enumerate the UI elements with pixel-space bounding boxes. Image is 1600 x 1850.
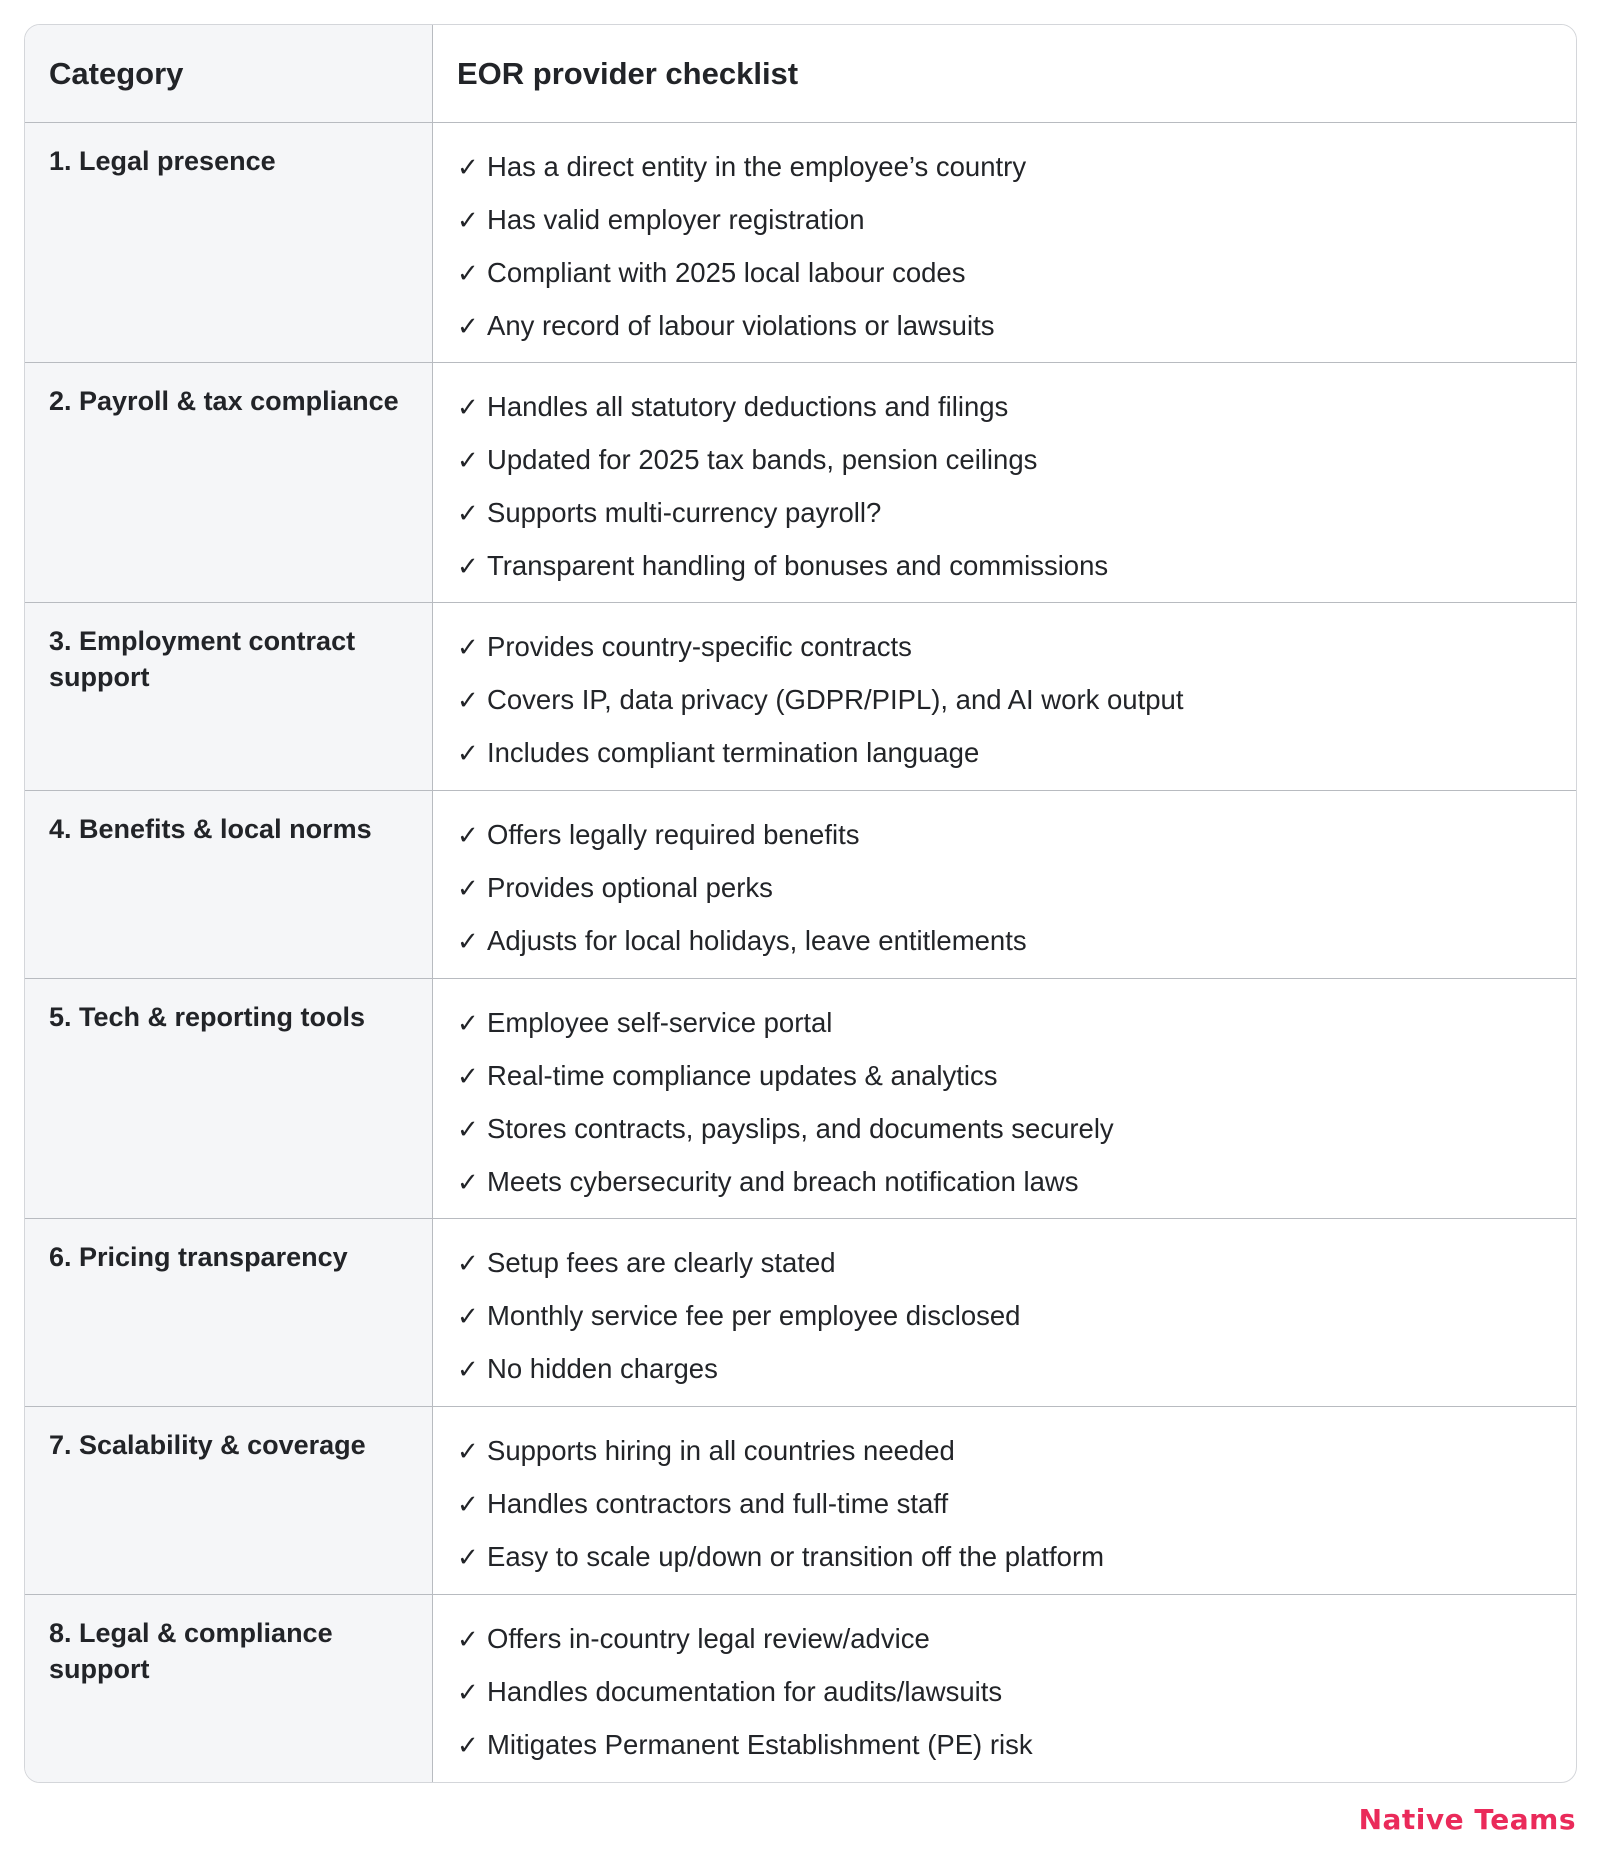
header-category: Category (25, 25, 433, 122)
table-row (25, 1594, 1576, 1782)
checklist-item-label: Provides country-specific contracts (487, 631, 912, 662)
checklist-item-label: Includes compliant termination language (487, 737, 980, 768)
checkmark-icon: ✓ (457, 1168, 479, 1198)
checklist-item (457, 434, 1552, 487)
category-cell: 8. Legal & compliance support (25, 1595, 433, 1782)
checklist-item-label: Stores contracts, payslips, and documents securely (487, 1113, 1114, 1144)
table-row (25, 978, 1576, 1218)
checklist-item (457, 141, 1552, 194)
checklist-item-label: Compliant with 2025 local labour codes (487, 257, 966, 288)
checklist-item (457, 1050, 1552, 1103)
checklist-item (457, 1237, 1552, 1290)
checklist-item-label: Supports hiring in all countries needed (487, 1435, 955, 1466)
native-teams-logo: Native Teams (1358, 1803, 1576, 1836)
checklist-item-label: Monthly service fee per employee disclosed (487, 1300, 1021, 1331)
category-cell: 7. Scalability & coverage (25, 1407, 433, 1594)
table-row (25, 122, 1576, 362)
checklist-item-label: Updated for 2025 tax bands, pension ceilings (487, 444, 1038, 475)
checklist-item (457, 300, 1552, 353)
checklist-item (457, 809, 1552, 862)
checklist-item (457, 1531, 1552, 1584)
checkmark-icon: ✓ (457, 393, 479, 423)
checklist-item-label: Setup fees are clearly stated (487, 1247, 836, 1278)
checklist-item-label: Meets cybersecurity and breach notification laws (487, 1166, 1079, 1197)
checkmark-icon: ✓ (457, 206, 479, 236)
checklist-item (457, 1290, 1552, 1343)
category-cell: 2. Payroll & tax compliance (25, 363, 433, 602)
checklist-cell (433, 1407, 1576, 1594)
checklist-item-label: Adjusts for local holidays, leave entitlements (487, 925, 1027, 956)
checkmark-icon: ✓ (457, 927, 479, 957)
checklist-item (457, 1613, 1552, 1666)
table-row (25, 790, 1576, 978)
checklist-item-label: Employee self-service portal (487, 1007, 833, 1038)
checkmark-icon: ✓ (457, 1625, 479, 1655)
checkmark-icon: ✓ (457, 1009, 479, 1039)
table-header-row (25, 25, 1576, 122)
checkmark-icon: ✓ (457, 739, 479, 769)
checklist-cell (433, 603, 1576, 790)
category-cell: 5. Tech & reporting tools (25, 979, 433, 1218)
checklist-item-label: Covers IP, data privacy (GDPR/PIPL), and AI work output (487, 684, 1184, 715)
checklist-item (457, 1103, 1552, 1156)
checkmark-icon: ✓ (457, 552, 479, 582)
checkmark-icon: ✓ (457, 1731, 479, 1761)
checklist-item-label: No hidden charges (487, 1353, 718, 1384)
category-cell: 3. Employment contract support (25, 603, 433, 790)
table-row (25, 1218, 1576, 1406)
checkmark-icon: ✓ (457, 499, 479, 529)
checklist-item-label: Handles documentation for audits/lawsuits (487, 1676, 1003, 1707)
checkmark-icon: ✓ (457, 259, 479, 289)
checklist-item-label: Offers legally required benefits (487, 819, 860, 850)
checkmark-icon: ✓ (457, 153, 479, 183)
checklist-item-label: Has a direct entity in the employee’s country (487, 151, 1027, 182)
checklist-item (457, 1719, 1552, 1772)
checklist-item (457, 1666, 1552, 1719)
checkmark-icon: ✓ (457, 312, 479, 342)
checklist-item-label: Offers in-country legal review/advice (487, 1623, 930, 1654)
category-cell: 4. Benefits & local norms (25, 791, 433, 978)
checklist-item (457, 1478, 1552, 1531)
checklist-item-label: Easy to scale up/down or transition off the platform (487, 1541, 1105, 1572)
checklist-item-label: Mitigates Permanent Establishment (PE) risk (487, 1729, 1033, 1760)
checklist-item (457, 1343, 1552, 1396)
checklist-item-label: Handles all statutory deductions and filings (487, 391, 1009, 422)
checklist-item (457, 381, 1552, 434)
checkmark-icon: ✓ (457, 1302, 479, 1332)
checkmark-icon: ✓ (457, 1437, 479, 1467)
checklist-item (457, 674, 1552, 727)
checkmark-icon: ✓ (457, 633, 479, 663)
checkmark-icon: ✓ (457, 1543, 479, 1573)
checkmark-icon: ✓ (457, 874, 479, 904)
checkmark-icon: ✓ (457, 1678, 479, 1708)
category-cell: 6. Pricing transparency (25, 1219, 433, 1406)
checklist-cell (433, 363, 1576, 602)
checkmark-icon: ✓ (457, 1355, 479, 1385)
checklist-item (457, 247, 1552, 300)
checklist-item (457, 1425, 1552, 1478)
checkmark-icon: ✓ (457, 446, 479, 476)
checklist-item-label: Transparent handling of bonuses and commissions (487, 550, 1109, 581)
checkmark-icon: ✓ (457, 686, 479, 716)
table-row (25, 602, 1576, 790)
checklist-item-label: Handles contractors and full-time staff (487, 1488, 949, 1519)
checklist-item (457, 915, 1552, 968)
checklist-cell (433, 1219, 1576, 1406)
checklist-item-label: Has valid employer registration (487, 204, 865, 235)
checklist-item-label: Real-time compliance updates & analytics (487, 1060, 998, 1091)
checklist-item-label: Provides optional perks (487, 872, 773, 903)
category-cell: 1. Legal presence (25, 123, 433, 362)
checklist-item (457, 194, 1552, 247)
checklist-item-label: Any record of labour violations or lawsuits (487, 310, 995, 341)
header-checklist: EOR provider checklist (433, 25, 1576, 122)
checklist-item (457, 727, 1552, 780)
checklist-item (457, 997, 1552, 1050)
checklist-cell (433, 123, 1576, 362)
checkmark-icon: ✓ (457, 1249, 479, 1279)
checklist-cell (433, 979, 1576, 1218)
table-row (25, 1406, 1576, 1594)
checklist-item (457, 487, 1552, 540)
checkmark-icon: ✓ (457, 1115, 479, 1145)
checklist-item-label: Supports multi-currency payroll? (487, 497, 882, 528)
checklist-item (457, 621, 1552, 674)
checklist-item (457, 862, 1552, 915)
checkmark-icon: ✓ (457, 1062, 479, 1092)
table-row (25, 362, 1576, 602)
checklist-item (457, 1156, 1552, 1209)
eor-checklist-table (24, 24, 1577, 1783)
checkmark-icon: ✓ (457, 1490, 479, 1520)
checklist-item (457, 540, 1552, 593)
checklist-cell (433, 791, 1576, 978)
checklist-cell (433, 1595, 1576, 1782)
checkmark-icon: ✓ (457, 821, 479, 851)
